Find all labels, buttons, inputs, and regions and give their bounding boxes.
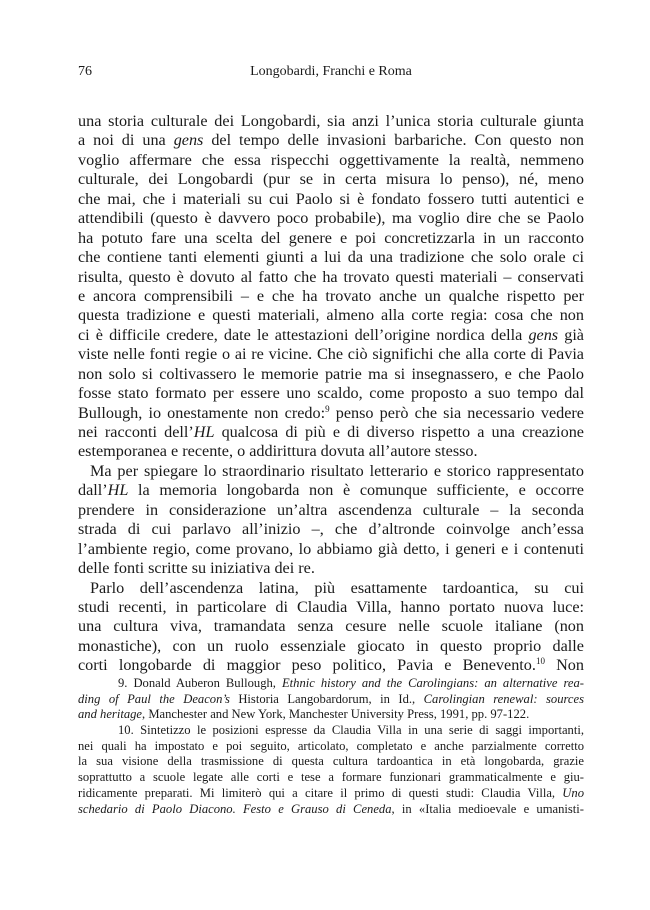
- text-run: , Manchester and New York, Manchester University Press, 1991, pp. 97-122.: [142, 707, 530, 722]
- text-line: [78, 481, 584, 500]
- text-run: Bullough, io onestamente non credo:: [78, 403, 326, 422]
- text-run: ridicamente preparati. Mi limiterò qui a citare il primo di questi studi: Claudia Villa,: [78, 785, 563, 800]
- text-run: penso però che sia necessario vedere: [329, 403, 584, 422]
- text-run: , in Id.,: [368, 691, 424, 706]
- footnote-line: [78, 754, 584, 770]
- text-run: dall’: [78, 481, 108, 500]
- running-title: Longobardi, Franchi e Roma: [250, 64, 412, 79]
- text-line: fosse stato formato per essere uno scaldo, come proposto a suo tempo dal: [78, 384, 584, 403]
- text-line: strada di cui parlavo all’inizio –, che d’altronde coinvolge anch’essa: [78, 520, 584, 539]
- text-line: delle fonti scritte su iniziativa dei re.: [78, 559, 315, 578]
- text-run: corti longobarde di maggior peso politico, Pavia e Benevento.: [78, 656, 536, 675]
- text-line: [78, 326, 584, 345]
- text-run: soprattutto a scuole legate alle corti e tese a formare funzionari grammaticalmente e giu-: [78, 770, 584, 785]
- text-line: ha potuto fare una scelta del genere e poi concretizzarla in un racconto: [78, 228, 584, 247]
- italic-run: HL: [193, 423, 215, 441]
- text-line: culturale, dei Longobardi (pur se in certa misura lo penso), né, meno: [78, 170, 584, 189]
- text-line: una cultura viva, tramandata senza cesure nelle scuole italiane (non: [78, 617, 584, 636]
- text-line: [78, 404, 584, 423]
- text-line: che contiene tanti elementi giunti a lui da una tradizione che solo orale ci: [78, 248, 584, 267]
- text-run: , in «Italia medioevale e umanisti-: [391, 801, 584, 816]
- italic-run: Carolingian renewal: sources: [423, 691, 584, 706]
- text-line: viste nelle fonti regie o ai re vicine. Che ciò significhi che alla corte di Pavia: [78, 345, 584, 364]
- footnote-line: [78, 770, 584, 786]
- footnote-line: [78, 692, 584, 708]
- text-run: del tempo delle invasioni barbariche. Con questo non: [203, 131, 584, 150]
- text-line: studi recenti, in particolare di Claudia Villa, hanno portato nuova luce:: [78, 597, 584, 616]
- text-line: prendere in considerazione un’altra ascendenza culturale – la seconda: [78, 500, 584, 519]
- text-run: a noi di una: [78, 131, 174, 150]
- text-run: 9. Donald Auberon Bullough,: [118, 676, 282, 690]
- text-line: l’ambiente regio, come provano, lo abbiamo già detto, i generi e i contenuti: [78, 539, 584, 558]
- text-run: nei racconti dell’: [78, 423, 194, 441]
- italic-run: ding of Paul the Deacon’s: [78, 691, 239, 706]
- text-run: la sua visione della trasmissione di questa cultura tardoantica in età longobarda, grazie: [78, 754, 584, 769]
- text-run: Historia Langobardorum: [238, 691, 369, 706]
- main-text: [78, 112, 584, 676]
- italic-run: Uno: [562, 785, 584, 800]
- italic-run: gens: [528, 325, 559, 344]
- text-line: attendibili (questo è davvero poco probabile), ma voglio dire che se Paolo: [78, 209, 584, 228]
- text-line: [78, 423, 584, 442]
- text-line: una storia culturale dei Longobardi, sia anzi l’unica storia culturale giunta: [78, 112, 584, 130]
- footnotes: [78, 676, 584, 817]
- text-run: Non: [544, 656, 584, 675]
- text-run: nei quali ha impostato e poi seguito, articolato, completato e anche parzialmente corretto: [78, 738, 584, 753]
- italic-run: HL: [107, 481, 129, 500]
- page-number: 76: [78, 64, 92, 79]
- text-line: Ma per spiegare lo straordinario risultato letterario e storico rappresentato: [90, 461, 584, 480]
- text-line: [78, 656, 584, 675]
- text-run: 10. Sintetizzo le posizioni espresse da Claudia Villa in una serie di saggi importanti,: [118, 723, 584, 738]
- text-line: estemporanea e recente, o addirittura dovuta all’autore stesso.: [78, 442, 478, 461]
- text-line: Parlo dell’ascendenza latina, più esattamente tardoantica, su cui: [90, 578, 584, 597]
- italic-run: schedario di Paolo Diacono. Festo e Grauso di Ceneda: [78, 801, 392, 816]
- footnote-ref: 9: [325, 403, 330, 414]
- running-head: [78, 62, 584, 82]
- footnote-line: [78, 739, 584, 755]
- footnote-line: [78, 723, 584, 739]
- text-line: questa tradizione e questi materiali, almeno alla corte regia: cosa che non: [78, 306, 584, 325]
- text-line: risulta, questo è dovuto al fatto che ha trovato questi materiali – conservati: [78, 267, 584, 286]
- footnote-line: [78, 707, 584, 723]
- italic-run: gens: [173, 131, 204, 150]
- text-line: voglio affermare che essa rispecchi oggettivamente la realtà, nemmeno: [78, 150, 584, 169]
- text-line: non solo si coltivassero le memorie patrie ma si insegnassero, e che Paolo: [78, 364, 584, 383]
- italic-run: and heritage: [78, 707, 143, 722]
- text-line: [78, 131, 584, 150]
- text-line: che mai, che i materiali su cui Paolo si è fondato fossero tutti autentici e: [78, 189, 584, 208]
- footnote-ref: 10: [535, 656, 545, 667]
- footnote-line: [78, 802, 584, 818]
- text-run: ci è difficile credere, date le attestazioni dell’origine nordica della: [78, 325, 529, 344]
- text-line: e ancora comprensibili – e che ha trovato anche un qualche rispetto per: [78, 286, 584, 305]
- text-line: monastiche), con un ruolo essenziale giocato in questo proprio dalle: [78, 636, 584, 655]
- footnote-line: [78, 786, 584, 802]
- text-run: la memoria longobarda non è comunque sufficiente, e occorre: [128, 481, 584, 500]
- text-run: già: [558, 325, 584, 344]
- text-run: qualcosa di più e di diverso rispetto a una creazione: [214, 423, 584, 441]
- italic-run: Ethnic history and the Carolingians: an alternative rea-: [281, 676, 584, 690]
- footnote-line: [78, 676, 584, 692]
